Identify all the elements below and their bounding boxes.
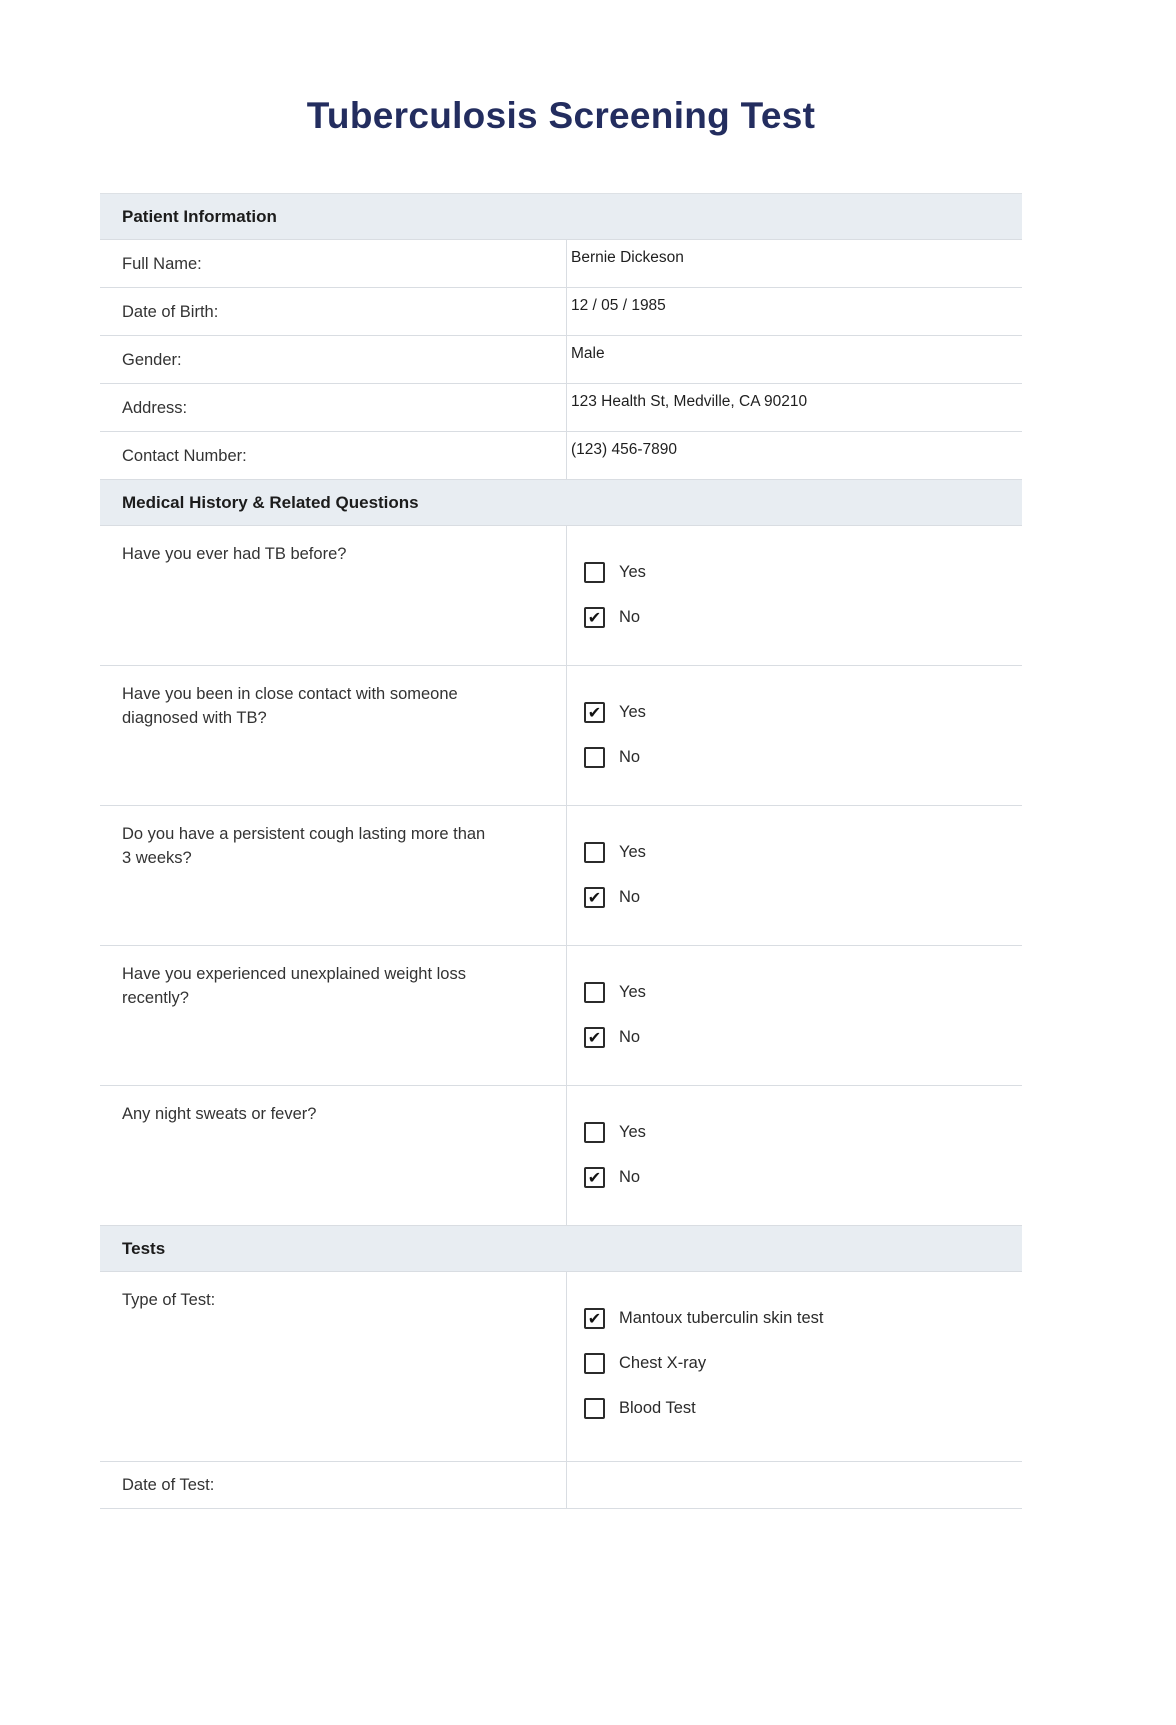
field-value-address: 123 Health St, Medville, CA 90210 [571,393,808,410]
section-header-tests: Tests [100,1226,1022,1272]
section-header-medical-history: Medical History & Related Questions [100,480,1022,526]
option-label: Mantoux tuberculin skin test [619,1309,824,1327]
field-label-date-of-birth: Date of Birth: [100,288,567,335]
page-title: Tuberculosis Screening Test [306,95,816,136]
form-row-full-name [100,240,1022,288]
field-value-date-of-birth: 12 / 05 / 1985 [571,297,666,314]
option-label: Yes [619,983,646,1001]
option-yes[interactable] [584,1122,1012,1143]
question-options [567,946,1022,1085]
checkbox[interactable]: ✔ [584,1308,605,1329]
field-label-date-of-test: Date of Test: [100,1462,567,1508]
checkbox[interactable]: ✔ [584,1027,605,1048]
form-row-gender [100,336,1022,384]
test-type-options [567,1272,1022,1461]
field-label-address: Address: [100,384,567,431]
checkbox[interactable]: ✔ [584,1167,605,1188]
option-yes[interactable] [584,982,1012,1003]
option-label: No [619,608,641,626]
screening-form [100,193,1022,1509]
option-label: No [619,1028,641,1046]
option-label: Chest X-ray [619,1354,707,1372]
question-row-weight-loss [100,946,1022,1086]
question-text: Have you experienced unexplained weight loss recently? [100,946,567,1085]
option-yes[interactable] [584,842,1012,863]
question-row-tb-before [100,526,1022,666]
option-label: Blood Test [619,1399,696,1417]
question-text: Have you been in close contact with someone diagnosed with TB? [100,666,567,805]
field-label-gender: Gender: [100,336,567,383]
question-text: Do you have a persistent cough lasting more than 3 weeks? [100,806,567,945]
question-text: Have you ever had TB before? [100,526,567,665]
option-mantoux-skin-test[interactable] [584,1308,1012,1329]
option-label: Yes [619,1123,646,1141]
field-value-full-name: Bernie Dickeson [571,249,684,266]
checkbox[interactable] [584,1353,605,1374]
form-row-date-of-test [100,1462,1022,1509]
field-value-contact-number: (123) 456-7890 [571,441,677,458]
option-no[interactable] [584,1027,1012,1048]
option-label: No [619,748,641,766]
field-value-gender: Male [571,345,605,362]
form-row-contact-number [100,432,1022,480]
option-label: Yes [619,563,646,581]
question-options [567,806,1022,945]
form-row-type-of-test [100,1272,1022,1462]
checkbox[interactable]: ✔ [584,702,605,723]
form-row-date-of-birth [100,288,1022,336]
option-yes[interactable] [584,562,1012,583]
option-label: Yes [619,703,646,721]
checkbox[interactable] [584,1122,605,1143]
question-options [567,666,1022,805]
checkbox[interactable] [584,842,605,863]
option-no[interactable] [584,607,1012,628]
question-options [567,526,1022,665]
option-blood-test[interactable] [584,1398,1012,1419]
field-value-date-of-test [567,1462,1022,1508]
form-row-address [100,384,1022,432]
checkbox[interactable]: ✔ [584,887,605,908]
option-yes[interactable] [584,702,1012,723]
checkbox[interactable] [584,747,605,768]
question-row-night-sweats [100,1086,1022,1226]
option-no[interactable] [584,887,1012,908]
question-options [567,1086,1022,1225]
question-row-close-contact [100,666,1022,806]
question-text: Any night sweats or fever? [100,1086,567,1225]
field-label-contact-number: Contact Number: [100,432,567,479]
option-label: No [619,888,641,906]
checkbox[interactable] [584,1398,605,1419]
field-label-type-of-test: Type of Test: [100,1272,567,1461]
option-chest-x-ray[interactable] [584,1353,1012,1374]
question-row-persistent-cough [100,806,1022,946]
field-label-full-name: Full Name: [100,240,567,287]
checkbox[interactable]: ✔ [584,607,605,628]
document [0,95,1176,1725]
section-header-patient-information: Patient Information [100,194,1022,240]
option-no[interactable] [584,747,1012,768]
option-label: No [619,1168,641,1186]
checkbox[interactable] [584,982,605,1003]
option-no[interactable] [584,1167,1012,1188]
option-label: Yes [619,843,646,861]
checkbox[interactable] [584,562,605,583]
